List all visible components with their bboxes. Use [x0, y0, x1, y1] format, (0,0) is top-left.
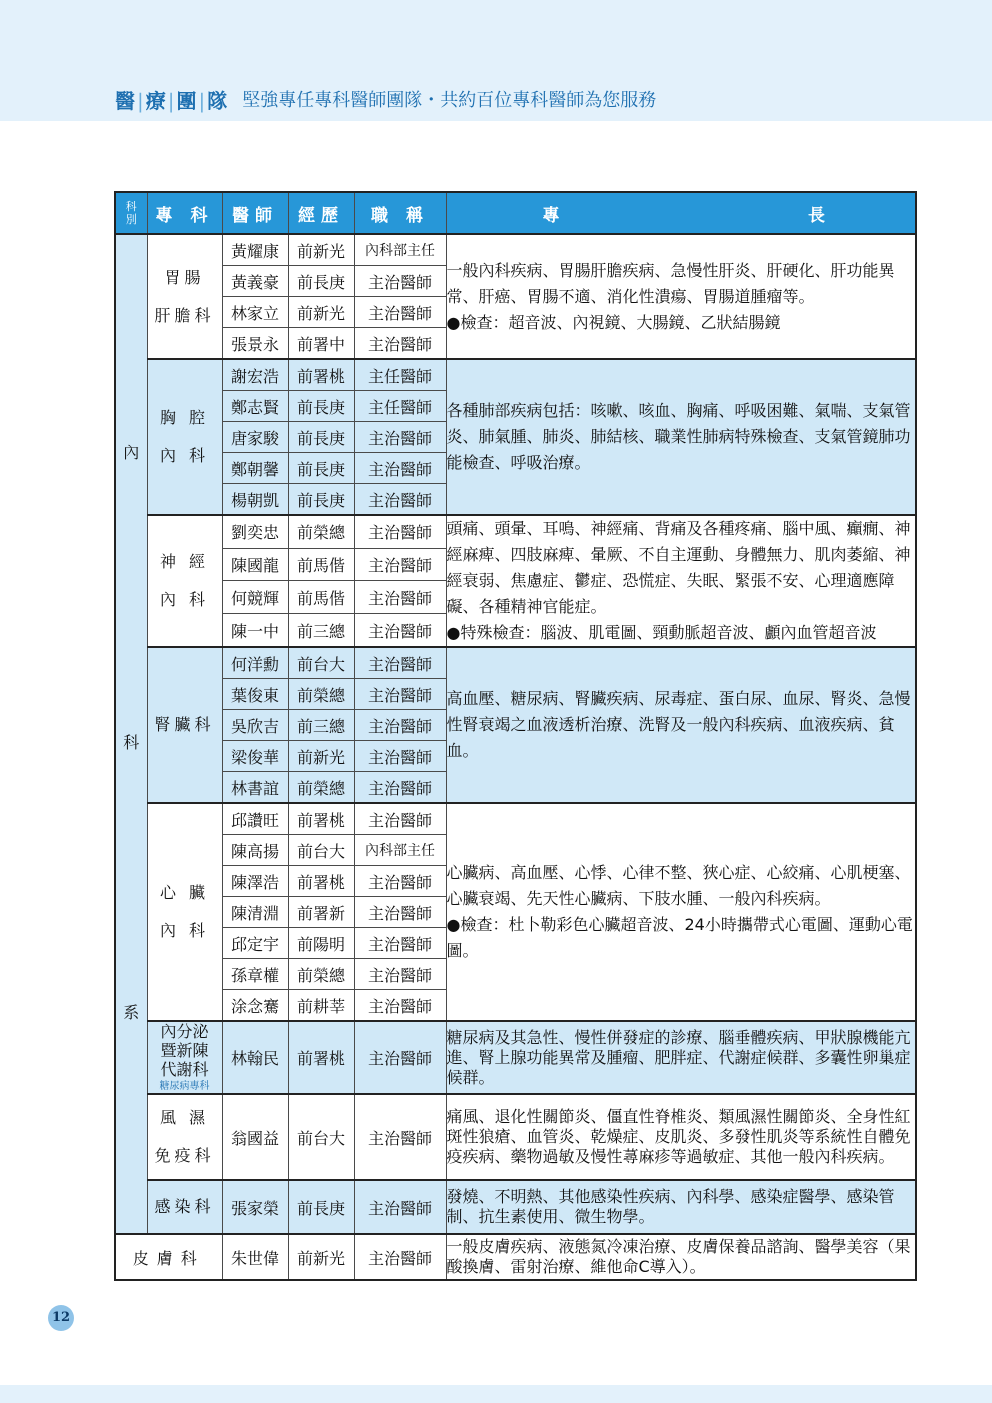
table-row-skin	[115, 1234, 916, 1280]
doctor-name: 楊朝凱	[222, 484, 288, 516]
doctor-name: 吳欣吉	[222, 710, 288, 741]
specialty-name-line: 肝膽科	[154, 305, 215, 325]
expertise-cell	[446, 515, 916, 647]
doctor-history: 前馬偕	[288, 581, 354, 614]
specialty-tag: 糖尿病專科	[159, 1081, 210, 1092]
expertise-text: 頭痛、頭暈、耳鳴、神經痛、背痛及各種疼痛、腦中風、癲癇、神經麻痺、四肢麻痺、暈厥、不自主運動、身體無力、肌肉萎縮、神經衰弱、焦慮症、鬱症、恐慌症、失眠、緊張不安、心理適應障礙、各種精神官能症。	[446, 519, 911, 616]
table-row	[115, 515, 916, 548]
expertise-cell	[446, 359, 916, 515]
doctor-title: 主治醫師	[354, 1094, 446, 1180]
doctor-title: 主治醫師	[354, 866, 446, 897]
specialty-cell-skin: 皮膚科	[115, 1234, 222, 1280]
doctor-title: 主治醫師	[354, 614, 446, 647]
specialty-name-line: 腎臟科	[154, 715, 215, 734]
specialty-cell	[147, 1094, 222, 1180]
doctor-title: 主治醫師	[354, 710, 446, 741]
doctor-name: 陳清淵	[222, 897, 288, 928]
table-row	[115, 1021, 916, 1094]
doctor-history: 前榮總	[288, 515, 354, 548]
doctor-name: 鄭志賢	[222, 391, 288, 422]
expertise-text: 高血壓、糖尿病、腎臟疾病、尿毒症、蛋白尿、血尿、腎炎、急慢性腎衰竭之血液透析治療、洗腎及一般內科疾病、血液疾病、貧血。	[446, 689, 911, 760]
doctor-history: 前台大	[288, 1094, 354, 1180]
specialty-cell	[147, 1180, 222, 1234]
doctor-name: 陳國龍	[222, 548, 288, 581]
doctor-history: 前署桃	[288, 359, 354, 391]
specialty-cell	[147, 515, 222, 647]
doctor-history: 前三總	[288, 710, 354, 741]
doctor-history: 前長庚	[288, 422, 354, 453]
doctor-name: 劉奕忠	[222, 515, 288, 548]
header-title-row	[115, 86, 656, 112]
doctor-name: 涂念騫	[222, 990, 288, 1022]
doctor-history: 前榮總	[288, 959, 354, 990]
expertise-text: 痛風、退化性關節炎、僵直性脊椎炎、類風濕性關節炎、全身性紅斑性狼瘡、血管炎、乾燥症、皮肌炎、多發性肌炎等系統性自體免疫疾病、藥物過敏及慢性蕁麻疹等過敏症、其他一般內科疾病。	[446, 1107, 911, 1166]
doctor-history: 前長庚	[288, 453, 354, 484]
expertise-text: 糖尿病及其急性、慢性併發症的診療、腦垂體疾病、甲狀腺機能亢進、腎上腺功能異常及腫瘤、肥胖症、代謝症候群、多囊性卵巢症候群。	[446, 1027, 911, 1087]
doctor-title: 主治醫師	[354, 1021, 446, 1094]
specialty-name-line: 心 臟	[159, 883, 210, 902]
doctor-title: 主治醫師	[354, 328, 446, 360]
doctor-name: 孫章權	[222, 959, 288, 990]
table-row	[115, 647, 916, 679]
doctor-title: 主治醫師	[354, 928, 446, 959]
header-title: 職 稱	[354, 192, 446, 234]
expertise-text: ●檢查：超音波、內視鏡、大腸鏡、乙狀結腸鏡	[446, 312, 781, 332]
expertise-cell	[446, 234, 916, 359]
doctor-history: 前耕莘	[288, 990, 354, 1022]
doctor-name: 邱定宇	[222, 928, 288, 959]
doctor-history: 前三總	[288, 614, 354, 647]
doctor-history: 前台大	[288, 647, 354, 679]
specialty-cell	[147, 647, 222, 803]
expertise-text: 各種肺部疾病包括：咳嗽、咳血、胸痛、呼吸困難、氣喘、支氣管炎、肺氣腫、肺炎、肺結核、職業性肺病特殊檢查、支氣管鏡肺功能檢查、呼吸治療。	[446, 401, 911, 472]
doctor-history: 前長庚	[288, 391, 354, 422]
header-specialty: 專 科	[147, 192, 222, 234]
specialty-cell	[147, 234, 222, 359]
doctor-name: 張景永	[222, 328, 288, 360]
doctor-history: 前榮總	[288, 679, 354, 710]
expertise-cell	[446, 1180, 916, 1234]
doctor-name: 梁俊華	[222, 741, 288, 772]
expertise-text: ●特殊檢查：腦波、肌電圖、頸動脈超音波、顱內血管超音波	[446, 623, 877, 642]
doctor-name: 翁國益	[222, 1094, 288, 1180]
doctor-title: 主治醫師	[354, 548, 446, 581]
specialty-cell	[147, 1021, 222, 1094]
doctor-history: 前署桃	[288, 866, 354, 897]
doctor-title: 主治醫師	[354, 1180, 446, 1234]
doctor-history: 前署桃	[288, 1021, 354, 1094]
specialty-name-line: 感染科	[154, 1197, 215, 1216]
footer-band	[0, 1385, 992, 1403]
specialty-name-line: 內 科	[159, 921, 210, 940]
doctor-name: 謝宏浩	[222, 359, 288, 391]
specialty-name-line: 胃腸	[164, 267, 205, 287]
table-row	[115, 1180, 916, 1234]
expertise-cell	[446, 647, 916, 803]
doctor-history: 前長庚	[288, 1180, 354, 1234]
expertise-text: 心臟病、高血壓、心悸、心律不整、狹心症、心絞痛、心肌梗塞、心臟衰竭、先天性心臟病、下肢水腫、一般內科疾病。	[446, 863, 911, 908]
doctor-title: 主治醫師	[354, 297, 446, 328]
doctor-name: 唐家駿	[222, 422, 288, 453]
doctor-title: 主治醫師	[354, 266, 446, 297]
specialty-name-line: 內 科	[159, 590, 210, 609]
specialty-name-line: 免疫科	[154, 1146, 215, 1165]
header-expertise: 專 長	[446, 192, 916, 234]
doctor-name: 朱世偉	[222, 1234, 288, 1280]
table-row	[115, 803, 916, 835]
specialty-name-line: 內 科	[159, 446, 210, 465]
doctor-history: 前署新	[288, 897, 354, 928]
system-category-char: 系	[123, 1003, 140, 1022]
doctor-name: 黃耀康	[222, 234, 288, 266]
doctor-name: 林書誼	[222, 772, 288, 804]
expertise-cell	[446, 1021, 916, 1094]
expertise-text: 一般內科疾病、胃腸肝膽疾病、急慢性肝炎、肝硬化、肝功能異常、肝癌、胃腸不適、消化性潰瘍、胃腸道腫瘤等。	[446, 260, 895, 306]
doctor-name: 林翰民	[222, 1021, 288, 1094]
header-category: 科 別	[115, 192, 147, 234]
doctor-title: 主治醫師	[354, 959, 446, 990]
doctor-title: 主治醫師	[354, 515, 446, 548]
doctor-name: 陳高揚	[222, 835, 288, 866]
doctor-history: 前新光	[288, 234, 354, 266]
doctor-name: 鄭朝馨	[222, 453, 288, 484]
header-band	[0, 0, 992, 121]
doctor-history: 前署中	[288, 328, 354, 360]
doctor-history: 前新光	[288, 297, 354, 328]
doctor-history: 前署桃	[288, 803, 354, 835]
doctor-history: 前台大	[288, 835, 354, 866]
expertise-cell: 一般皮膚疾病、液態氮冷凍治療、皮膚保養品諮詢、醫學美容（果酸換膚、雷射治療、維他命C導入）。	[446, 1234, 916, 1280]
doctor-title: 主治醫師	[354, 897, 446, 928]
specialty-name-line: 神 經	[159, 552, 210, 571]
doctor-title: 主治醫師	[354, 803, 446, 835]
expertise-cell	[446, 803, 916, 1021]
doctor-name: 何競輝	[222, 581, 288, 614]
table-row	[115, 1094, 916, 1180]
specialty-name-line: 代謝科	[160, 1060, 209, 1079]
doctor-title: 主任醫師	[354, 359, 446, 391]
doctor-title: 主治醫師	[354, 581, 446, 614]
specialty-cell	[147, 803, 222, 1021]
specialty-name-line: 暨新陳	[160, 1041, 209, 1060]
doctor-name: 張家榮	[222, 1180, 288, 1234]
doctor-name: 林家立	[222, 297, 288, 328]
specialty-name-line: 內分泌	[160, 1022, 209, 1041]
doctor-title: 主治醫師	[354, 422, 446, 453]
specialty-cell	[147, 359, 222, 515]
doctor-name: 邱讚旺	[222, 803, 288, 835]
specialty-name-line: 風 濕	[159, 1108, 210, 1127]
table-header-row	[115, 192, 916, 234]
doctor-title: 主治醫師	[354, 679, 446, 710]
system-category-char: 內	[123, 443, 140, 462]
doctor-history: 前陽明	[288, 928, 354, 959]
doctor-title: 主任醫師	[354, 391, 446, 422]
doctor-history: 前長庚	[288, 484, 354, 516]
doctor-title: 主治醫師	[354, 647, 446, 679]
doctor-title: 主治醫師	[354, 453, 446, 484]
doctor-title: 內科部主任	[354, 234, 446, 266]
expertise-text: 發燒、不明熱、其他感染性疾病、內科學、感染症醫學、感染管制、抗生素使用、微生物學。	[446, 1187, 895, 1226]
system-category-cell	[115, 234, 147, 1234]
header-tagline: 堅強專任專科醫師團隊・共約百位專科醫師為您服務	[242, 90, 657, 111]
doctor-title: 主治醫師	[354, 1234, 446, 1280]
doctor-history: 前馬偕	[288, 548, 354, 581]
doctor-history: 前新光	[288, 1234, 354, 1280]
table-row	[115, 234, 916, 266]
doctor-history: 前新光	[288, 741, 354, 772]
specialty-name-line: 胸 腔	[159, 408, 210, 427]
header-doctor: 醫師	[222, 192, 288, 234]
doctor-name: 陳澤浩	[222, 866, 288, 897]
system-category-char: 科	[123, 733, 140, 752]
brand-logo: 醫|療|團|隊	[115, 88, 229, 113]
doctor-name: 陳一中	[222, 614, 288, 647]
doctor-title: 主治醫師	[354, 990, 446, 1022]
header-history: 經歷	[288, 192, 354, 234]
doctor-name: 黃義豪	[222, 266, 288, 297]
table-row	[115, 359, 916, 391]
doctor-title: 內科部主任	[354, 835, 446, 866]
department-table	[114, 191, 917, 1281]
page-number: 12	[48, 1305, 74, 1331]
doctor-title: 主治醫師	[354, 772, 446, 804]
doctor-history: 前榮總	[288, 772, 354, 804]
doctor-title: 主治醫師	[354, 484, 446, 516]
doctor-history: 前長庚	[288, 266, 354, 297]
doctor-name: 葉俊東	[222, 679, 288, 710]
expertise-cell	[446, 1094, 916, 1180]
doctor-title: 主治醫師	[354, 741, 446, 772]
expertise-text: ●檢查：杜卜勒彩色心臟超音波、24小時攜帶式心電圖、運動心電圖。	[446, 915, 913, 960]
doctor-name: 何洋勳	[222, 647, 288, 679]
